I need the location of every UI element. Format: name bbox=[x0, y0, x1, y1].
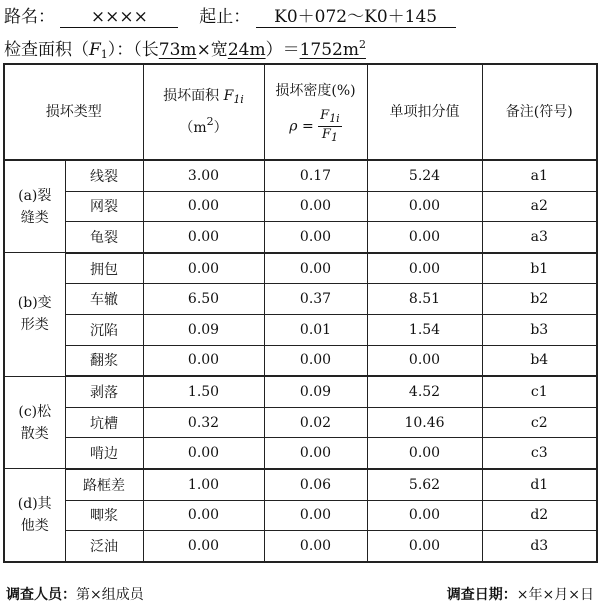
damage-area-cell: 6.50 bbox=[143, 284, 264, 315]
group-label-line2: 散类 bbox=[20, 425, 49, 442]
damage-density-cell: 0.00 bbox=[264, 500, 367, 531]
surveyor-line bbox=[6, 584, 144, 604]
damage-name-cell: 网裂 bbox=[65, 191, 143, 222]
area-symbol-sub: 1 bbox=[100, 48, 108, 61]
damage-area-cell: 0.00 bbox=[143, 191, 264, 222]
frac-den-sub: 1 bbox=[330, 130, 338, 144]
table-row bbox=[4, 469, 597, 500]
table-row bbox=[4, 253, 597, 284]
deduct-value-cell: 8.51 bbox=[367, 284, 482, 315]
note-cell: c2 bbox=[482, 407, 597, 438]
damage-area-cell: 0.09 bbox=[143, 314, 264, 345]
col-density-rho: ρ = bbox=[289, 118, 314, 134]
group-label bbox=[4, 469, 65, 562]
deduct-value-cell: 0.00 bbox=[367, 345, 482, 376]
area-label-post: ）：（长 bbox=[107, 40, 159, 60]
damage-area-cell: 1.50 bbox=[143, 376, 264, 407]
col-damage-density bbox=[264, 64, 367, 160]
road-info-line bbox=[4, 6, 456, 28]
damage-name-cell: 剥落 bbox=[65, 376, 143, 407]
note-cell: d1 bbox=[482, 469, 597, 500]
times-width-label: ×宽 bbox=[196, 40, 228, 60]
group-label-line2: 他类 bbox=[20, 518, 49, 535]
deduct-value-cell: 10.46 bbox=[367, 407, 482, 438]
group-label bbox=[4, 376, 65, 469]
damage-area-cell: 0.32 bbox=[143, 407, 264, 438]
note-cell: b3 bbox=[482, 314, 597, 345]
deduct-value-cell: 0.00 bbox=[367, 222, 482, 253]
damage-density-cell: 0.00 bbox=[264, 191, 367, 222]
surveyor-label: 调查人员： bbox=[6, 587, 76, 603]
damage-name-cell: 泛油 bbox=[65, 531, 143, 562]
table-body bbox=[4, 160, 597, 562]
col-damage-type: 损坏类型 bbox=[4, 64, 143, 160]
deduct-value-cell: 0.00 bbox=[367, 500, 482, 531]
damage-name-cell: 啃边 bbox=[65, 438, 143, 469]
frac-num: F bbox=[320, 107, 330, 123]
area-number: 1752m bbox=[299, 40, 359, 60]
survey-date-line bbox=[447, 584, 594, 604]
damage-name-cell: 坑槽 bbox=[65, 407, 143, 438]
note-cell: a3 bbox=[482, 222, 597, 253]
note-cell: d2 bbox=[482, 500, 597, 531]
damage-area-cell: 0.00 bbox=[143, 500, 264, 531]
length-value: 73m bbox=[158, 40, 197, 60]
table-row bbox=[4, 191, 597, 222]
damage-area-cell: 0.00 bbox=[143, 438, 264, 469]
width-value: 24m bbox=[227, 40, 266, 60]
note-cell: a1 bbox=[482, 160, 597, 191]
note-cell: b4 bbox=[482, 345, 597, 376]
table-row bbox=[4, 222, 597, 253]
inspection-area-line bbox=[4, 34, 366, 66]
note-cell: d3 bbox=[482, 531, 597, 562]
range-value: K0＋072～K0＋145 bbox=[256, 7, 456, 28]
deduct-value-cell: 1.54 bbox=[367, 314, 482, 345]
density-fraction bbox=[318, 108, 342, 145]
damage-density-cell: 0.02 bbox=[264, 407, 367, 438]
note-cell: b2 bbox=[482, 284, 597, 315]
damage-area-cell: 0.00 bbox=[143, 531, 264, 562]
frac-den: F bbox=[321, 126, 331, 142]
damage-name-cell: 车辙 bbox=[65, 284, 143, 315]
table-row bbox=[4, 345, 597, 376]
damage-density-cell: 0.06 bbox=[264, 469, 367, 500]
table-row bbox=[4, 376, 597, 407]
group-label-line1: (a)裂 bbox=[18, 187, 52, 204]
damage-table bbox=[3, 63, 598, 563]
deduct-value-cell: 0.00 bbox=[367, 531, 482, 562]
col-density-line1: 损坏密度(%) bbox=[275, 82, 356, 99]
area-sup: 2 bbox=[358, 38, 366, 51]
group-label-line1: (c)松 bbox=[18, 403, 52, 420]
note-cell: b1 bbox=[482, 253, 597, 284]
road-label: 路名： bbox=[4, 7, 55, 27]
col-note: 备注(符号) bbox=[482, 64, 597, 160]
table-row bbox=[4, 160, 597, 191]
damage-density-cell: 0.00 bbox=[264, 253, 367, 284]
deduct-value-cell: 4.52 bbox=[367, 376, 482, 407]
surveyor-value: 第×组成员 bbox=[76, 587, 144, 603]
table-row bbox=[4, 284, 597, 315]
col-area-line1: 损坏面积 bbox=[163, 88, 220, 104]
note-cell: c1 bbox=[482, 376, 597, 407]
area-label-pre: 检查面积（ bbox=[4, 40, 89, 60]
damage-area-cell: 1.00 bbox=[143, 469, 264, 500]
damage-density-cell: 0.09 bbox=[264, 376, 367, 407]
deduct-value-cell: 0.00 bbox=[367, 438, 482, 469]
group-label bbox=[4, 253, 65, 376]
col-deduct-value: 单项扣分值 bbox=[367, 64, 482, 160]
col-area-unit-sup: 2 bbox=[206, 115, 214, 128]
group-label-line2: 缝类 bbox=[20, 209, 49, 226]
table-row bbox=[4, 314, 597, 345]
damage-density-cell: 0.17 bbox=[264, 160, 367, 191]
damage-density-cell: 0.01 bbox=[264, 314, 367, 345]
damage-area-cell: 3.00 bbox=[143, 160, 264, 191]
damage-density-cell: 0.00 bbox=[264, 345, 367, 376]
damage-name-cell: 路框差 bbox=[65, 469, 143, 500]
damage-name-cell: 唧浆 bbox=[65, 500, 143, 531]
deduct-value-cell: 0.00 bbox=[367, 253, 482, 284]
damage-density-cell: 0.00 bbox=[264, 222, 367, 253]
group-label-line2: 形类 bbox=[20, 317, 49, 334]
col-area-symbol: F bbox=[223, 88, 234, 104]
damage-density-cell: 0.00 bbox=[264, 531, 367, 562]
note-cell: c3 bbox=[482, 438, 597, 469]
col-area-unit-pre: （m bbox=[179, 120, 207, 136]
table-row bbox=[4, 500, 597, 531]
table-row bbox=[4, 438, 597, 469]
deduct-value-cell: 5.62 bbox=[367, 469, 482, 500]
deduct-value-cell: 0.00 bbox=[367, 191, 482, 222]
deduct-value-cell: 5.24 bbox=[367, 160, 482, 191]
table-header-row bbox=[4, 64, 597, 160]
equals-label: ）＝ bbox=[265, 40, 300, 60]
damage-area-cell: 0.00 bbox=[143, 222, 264, 253]
note-cell: a2 bbox=[482, 191, 597, 222]
road-name-value: ×××× bbox=[60, 7, 178, 28]
damage-density-cell: 0.00 bbox=[264, 438, 367, 469]
damage-name-cell: 拥包 bbox=[65, 253, 143, 284]
damage-area-cell: 0.00 bbox=[143, 253, 264, 284]
area-value bbox=[300, 40, 366, 60]
damage-name-cell: 龟裂 bbox=[65, 222, 143, 253]
area-symbol: F bbox=[89, 40, 101, 60]
col-damage-area bbox=[143, 64, 264, 160]
damage-name-cell: 翻浆 bbox=[65, 345, 143, 376]
group-label bbox=[4, 160, 65, 253]
damage-density-cell: 0.37 bbox=[264, 284, 367, 315]
group-label-line1: (b)变 bbox=[17, 295, 52, 312]
date-label: 调查日期： bbox=[446, 587, 517, 603]
col-area-symbol-sub: 1i bbox=[233, 93, 244, 106]
table-row bbox=[4, 531, 597, 562]
range-label: 起止： bbox=[199, 7, 251, 27]
group-label-line1: (d)其 bbox=[17, 496, 52, 513]
frac-num-sub: 1i bbox=[329, 111, 340, 125]
date-value: ×年×月×日 bbox=[516, 587, 594, 603]
damage-area-cell: 0.00 bbox=[143, 345, 264, 376]
damage-name-cell: 沉陷 bbox=[65, 314, 143, 345]
col-area-unit-post: ） bbox=[213, 120, 228, 136]
table-row bbox=[4, 407, 597, 438]
damage-name-cell: 线裂 bbox=[65, 160, 143, 191]
